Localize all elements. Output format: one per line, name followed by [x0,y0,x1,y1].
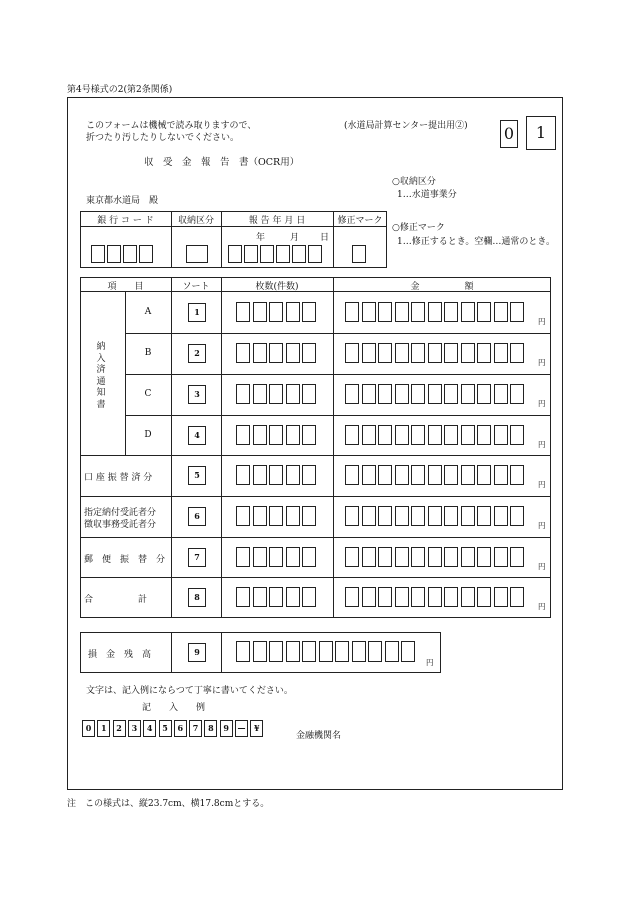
row-divider [125,333,551,334]
count-box[interactable] [253,384,267,404]
sample-char-box: ¥ [250,720,263,737]
amount-box[interactable] [444,465,458,485]
count-box[interactable] [236,587,250,607]
amount-box[interactable] [345,506,359,526]
amount-box[interactable] [362,547,376,567]
row-label: 口 座 振 替 済 分 [84,473,153,483]
sample-char-box: 5 [159,720,172,737]
form-code-digit-1: 1 [526,116,556,150]
balance-amount-box[interactable] [286,641,300,662]
amount-box[interactable] [362,302,376,322]
form-title: 収 受 金 報 告 書（OCR用） [144,157,300,168]
count-box[interactable] [253,465,267,485]
notice-line-1: このフォームは機械で読み取りますので、 [86,121,257,131]
bank-code-label: 銀 行 コ ー ド [97,216,154,226]
sample-char-box: 6 [174,720,187,737]
bank-code-box[interactable] [107,245,121,263]
amount-box[interactable] [461,587,475,607]
report-date-label: 報 告 年 月 日 [248,216,306,226]
yen-unit: 円 [538,440,546,449]
count-box[interactable] [236,384,250,404]
balance-amount-box[interactable] [253,641,267,662]
balance-label: 損 金 残 高 [88,650,152,660]
balance-amount-box[interactable] [368,641,382,662]
sort-code: 6 [188,507,206,526]
balance-divider [221,632,222,673]
amount-box[interactable] [461,425,475,445]
amount-box[interactable] [477,302,491,322]
amount-box[interactable] [510,506,524,526]
amount-box[interactable] [510,302,524,322]
amount-box[interactable] [494,547,508,567]
amount-box[interactable] [411,506,425,526]
sort-code: 2 [188,344,206,363]
count-box[interactable] [286,384,300,404]
amount-box[interactable] [461,506,475,526]
amount-box[interactable] [395,302,409,322]
sort-code: 4 [188,426,206,445]
row-label: D [144,430,152,440]
amount-box[interactable] [378,384,392,404]
balance-amount-box[interactable] [269,641,283,662]
amount-box[interactable] [395,343,409,363]
amount-box[interactable] [411,343,425,363]
col-sort-header: ソート [182,282,210,292]
balance-amount-box[interactable] [352,641,366,662]
sample-title: 記 入 例 [142,703,206,713]
amount-box[interactable] [345,384,359,404]
main-table-divider [171,277,172,618]
form-number-caption: 第4号様式の2(第2条関係) [67,85,173,95]
yen-unit: 円 [538,358,546,367]
amount-box[interactable] [428,547,442,567]
amount-box[interactable] [345,547,359,567]
count-box[interactable] [253,587,267,607]
amount-box[interactable] [362,384,376,404]
count-box[interactable] [253,343,267,363]
addressee: 東京都水道局 殿 [86,196,159,206]
amount-box[interactable] [411,547,425,567]
amount-box[interactable] [477,343,491,363]
row-label: A [144,307,152,317]
amount-box[interactable] [395,425,409,445]
amount-box[interactable] [494,506,508,526]
bank-code-box[interactable] [91,245,105,263]
month-label: 月 [290,233,300,243]
count-box[interactable] [269,587,283,607]
amount-box[interactable] [494,343,508,363]
amount-box[interactable] [411,465,425,485]
amount-box[interactable] [494,425,508,445]
row-label: 指定納付受託者分 [84,508,157,518]
amount-box[interactable] [510,384,524,404]
amount-box[interactable] [362,343,376,363]
report-date-box[interactable] [292,245,306,263]
amount-box[interactable] [444,547,458,567]
amount-box[interactable] [345,587,359,607]
count-box[interactable] [269,506,283,526]
amount-box[interactable] [461,465,475,485]
year-label: 年 [256,233,266,243]
sample-char-box: 7 [189,720,202,737]
amount-box[interactable] [345,425,359,445]
count-box[interactable] [286,547,300,567]
correction-label: 修正マーク [337,216,383,226]
sample-char-box: 0 [82,720,95,737]
count-box[interactable] [253,547,267,567]
amount-box[interactable] [494,465,508,485]
yen-unit: 円 [538,399,546,408]
form-code-digit-0: 0 [500,120,518,148]
correction-note-desc: 1…修正するとき。空欄…通常のとき。 [397,237,556,247]
amount-box[interactable] [477,547,491,567]
amount-box[interactable] [444,343,458,363]
count-box[interactable] [269,343,283,363]
row-label: 郵 便 振 替 分 [84,555,166,565]
yen-unit: 円 [538,602,546,611]
row-label: C [144,389,152,399]
report-date-box[interactable] [308,245,322,263]
row-label: B [144,348,152,358]
count-box[interactable] [253,506,267,526]
category-note-title: ○収納区分 [392,177,436,187]
amount-box[interactable] [477,425,491,445]
count-box[interactable] [236,547,250,567]
row-divider [125,374,551,375]
correction-note-title: ○修正マーク [392,223,445,233]
balance-amount-box[interactable] [385,641,399,662]
balance-yen-unit: 円 [426,658,434,667]
sort-code: 8 [188,588,206,607]
balance-amount-box[interactable] [319,641,333,662]
amount-box[interactable] [444,384,458,404]
count-box[interactable] [302,302,316,322]
count-box[interactable] [302,465,316,485]
amount-box[interactable] [461,343,475,363]
sample-char-box: 3 [128,720,141,737]
amount-box[interactable] [494,302,508,322]
amount-box[interactable] [362,425,376,445]
category-box[interactable] [186,245,208,263]
col-amount-header: 金 額 [410,282,474,292]
amount-box[interactable] [378,425,392,445]
day-label: 日 [320,233,330,243]
group-label-vertical: 納入済通知書 [96,342,106,410]
amount-box[interactable] [428,343,442,363]
row-divider [80,577,551,578]
yen-unit: 円 [538,317,546,326]
row-divider [80,537,551,538]
report-date-box[interactable] [228,245,242,263]
amount-box[interactable] [428,587,442,607]
amount-box[interactable] [510,343,524,363]
sample-char-box: 2 [113,720,126,737]
bank-code-box[interactable] [123,245,137,263]
sort-code: 3 [188,385,206,404]
sample-char-box: — [235,720,248,737]
amount-box[interactable] [362,465,376,485]
count-box[interactable] [286,587,300,607]
count-box[interactable] [269,547,283,567]
count-box[interactable] [269,465,283,485]
report-date-box[interactable] [276,245,290,263]
col-count-header: 枚数(件数) [255,282,299,292]
sort-code: 7 [188,548,206,567]
category-label: 収納区分 [177,216,214,226]
amount-box[interactable] [395,465,409,485]
category-note-desc: 1…水道事業分 [397,190,457,200]
amount-box[interactable] [411,302,425,322]
count-box[interactable] [236,506,250,526]
row-label: 合 計 [84,595,148,605]
count-box[interactable] [253,425,267,445]
amount-box[interactable] [378,506,392,526]
yen-unit: 円 [538,562,546,571]
submission-note: (水道局計算センター提出用②) [344,121,468,131]
amount-box[interactable] [510,465,524,485]
yen-unit: 円 [538,521,546,530]
row-divider [80,496,551,497]
notice-line-2: 折つたり汚したりしないでください。 [86,133,240,143]
sort-code: 1 [188,303,206,322]
amount-box[interactable] [395,506,409,526]
count-box[interactable] [302,343,316,363]
count-box[interactable] [269,302,283,322]
sample-char-box: 4 [143,720,156,737]
sample-char-box: 9 [220,720,233,737]
amount-box[interactable] [378,587,392,607]
count-box[interactable] [253,302,267,322]
report-date-box[interactable] [260,245,274,263]
amount-box[interactable] [477,465,491,485]
amount-box[interactable] [477,587,491,607]
count-box[interactable] [236,465,250,485]
count-box[interactable] [302,547,316,567]
amount-box[interactable] [510,425,524,445]
amount-box[interactable] [428,465,442,485]
count-box[interactable] [286,506,300,526]
amount-box[interactable] [428,302,442,322]
amount-box[interactable] [378,547,392,567]
amount-box[interactable] [444,425,458,445]
amount-box[interactable] [444,587,458,607]
count-box[interactable] [286,465,300,485]
count-box[interactable] [302,384,316,404]
report-date-box[interactable] [244,245,258,263]
amount-box[interactable] [510,547,524,567]
amount-box[interactable] [461,384,475,404]
sample-char-box: 1 [97,720,110,737]
count-box[interactable] [302,425,316,445]
col-item-header: 項 目 [107,282,144,292]
count-box[interactable] [302,506,316,526]
balance-amount-box[interactable] [335,641,349,662]
amount-box[interactable] [378,343,392,363]
count-box[interactable] [286,302,300,322]
amount-box[interactable] [362,587,376,607]
amount-box[interactable] [345,302,359,322]
count-box[interactable] [236,302,250,322]
amount-box[interactable] [395,547,409,567]
bank-code-box[interactable] [139,245,153,263]
count-box[interactable] [236,425,250,445]
amount-box[interactable] [510,587,524,607]
amount-box[interactable] [461,547,475,567]
amount-box[interactable] [494,384,508,404]
amount-box[interactable] [345,343,359,363]
amount-box[interactable] [411,384,425,404]
balance-amount-box[interactable] [302,641,316,662]
main-table-divider [333,277,334,618]
row-divider [125,415,551,416]
amount-box[interactable] [428,506,442,526]
amount-box[interactable] [428,384,442,404]
count-box[interactable] [269,425,283,445]
amount-box[interactable] [378,465,392,485]
correction-mark-box[interactable] [352,245,366,263]
amount-box[interactable] [395,587,409,607]
row-label-2: 徴収事務受託者分 [84,520,157,530]
amount-box[interactable] [362,506,376,526]
count-box[interactable] [286,343,300,363]
amount-box[interactable] [378,302,392,322]
amount-box[interactable] [411,425,425,445]
amount-box[interactable] [477,506,491,526]
sort-code: 5 [188,466,206,485]
balance-amount-box[interactable] [401,641,415,662]
amount-box[interactable] [461,302,475,322]
row-divider [80,455,551,456]
amount-box[interactable] [477,384,491,404]
count-box[interactable] [236,343,250,363]
amount-box[interactable] [411,587,425,607]
amount-box[interactable] [428,425,442,445]
amount-box[interactable] [444,302,458,322]
count-box[interactable] [269,384,283,404]
amount-box[interactable] [395,384,409,404]
bank-name-label: 金融機関名 [296,731,342,741]
balance-divider [171,632,172,673]
count-box[interactable] [286,425,300,445]
sample-char-box: 8 [204,720,217,737]
amount-box[interactable] [345,465,359,485]
instruction-text: 文字は、記入例にならつて丁寧に書いてください。 [86,686,293,696]
balance-amount-box[interactable] [236,641,250,662]
amount-box[interactable] [444,506,458,526]
footnote: 注 この様式は、縦23.7cm、横17.8cmとする。 [67,799,270,809]
main-table-divider [221,277,222,618]
count-box[interactable] [302,587,316,607]
balance-sort-code: 9 [188,643,206,662]
amount-box[interactable] [494,587,508,607]
yen-unit: 円 [538,480,546,489]
